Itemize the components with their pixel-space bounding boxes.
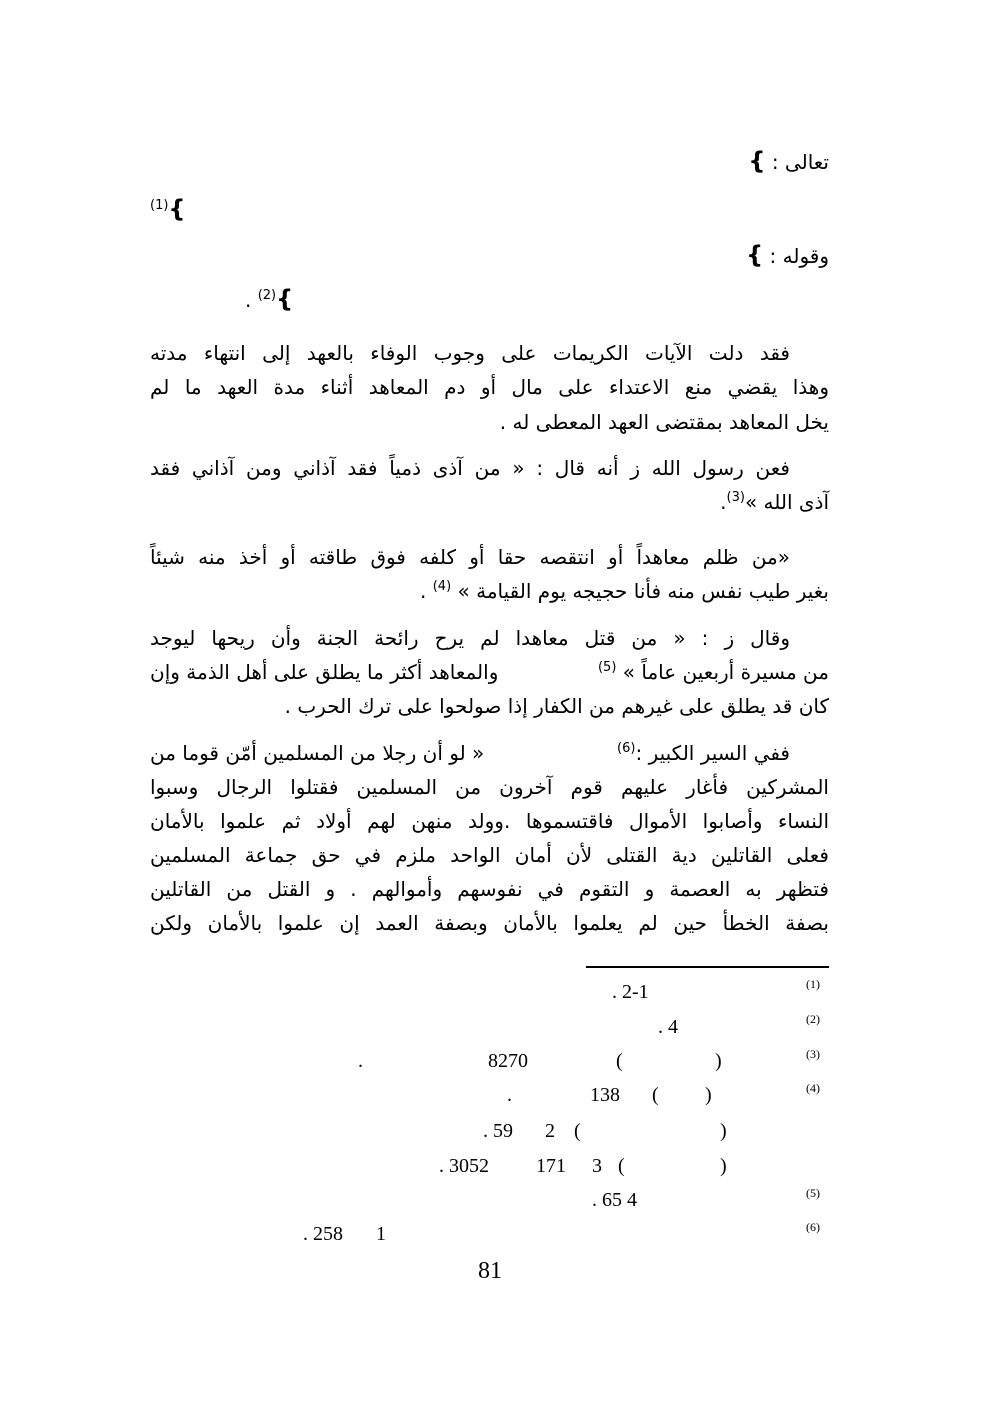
p4-line-1: وقال ز : « من قتل معاهدا لم يرح رائحة الجنة وأن ريحها ليوجد bbox=[150, 626, 790, 650]
footnote-4-number: 138 bbox=[590, 1084, 620, 1106]
p5-line-4: فعلى القاتلين دية القتلى لأن أمان الواحد ملزم في حق جماعة المسلمين bbox=[150, 843, 829, 867]
footnote-marker-3: (3) bbox=[806, 1047, 820, 1061]
footnote-4-paren-l: ( bbox=[652, 1084, 659, 1106]
footnote-4b-number-2: . 59 bbox=[483, 1120, 513, 1142]
p2-line-2-text: آذى الله » bbox=[744, 490, 829, 514]
p3-line-1: «من ظلم معاهداً أو انتقصه حقا أو كلفه فوق طاقته أو أخذ منه شيئاً bbox=[150, 545, 790, 569]
footnote-separator bbox=[586, 966, 829, 968]
verse-2-end-dot: . bbox=[245, 288, 252, 312]
p5-line-1-b: « لو أن رجلا من المسلمين أمّن قوما من bbox=[150, 741, 485, 765]
p4-line-3: كان قد يطلق على غيرهم من الكفار إذا صولحوا على ترك الحرب . bbox=[284, 694, 829, 718]
verse-1-brace-close: { bbox=[168, 195, 186, 223]
footnote-4-paren-r: ) bbox=[705, 1084, 712, 1106]
page-number: 81 bbox=[478, 1258, 502, 1284]
p5-line-2: المشركين فأغار عليهم قوم آخرون من المسلمين فقتلوا الرجال وسبوا bbox=[150, 775, 829, 799]
verse-2-label bbox=[600, 242, 829, 269]
p3-line-2-text: بغير طيب نفس منه فأنا حجيجه يوم القيامة » bbox=[457, 579, 829, 603]
p2-line-2: آذى الله »$^{(3)}$. bbox=[720, 490, 829, 514]
verse-2-end bbox=[245, 286, 293, 313]
p1-line-1: فقد دلت الآيات الكريمات على وجوب الوفاء بالعهد إلى انتهاء مدته bbox=[150, 341, 790, 365]
p1-line-2: وهذا يقضي منع الاعتداء على مال أو دم المعاهد أثناء مدة العهد ما لم bbox=[150, 375, 829, 399]
footnote-6-number-1: 1 bbox=[376, 1223, 386, 1245]
p5-line-6: بصفة الخطأ حين لم يعلموا بالأمان وبصفة العمد إن علموا بالأمان ولكن bbox=[150, 911, 829, 935]
p5-line-1 bbox=[150, 740, 790, 766]
footnote-ref-2: (2) bbox=[257, 288, 277, 303]
footnote-ref-6: (6) bbox=[617, 741, 636, 756]
footnote-6-number-2: . 258 bbox=[303, 1223, 343, 1245]
verse-2-label-text: وقوله : bbox=[769, 244, 829, 268]
verse-1-label-text: تعالى : bbox=[771, 150, 829, 174]
footnote-4c-number-3: . 3052 bbox=[439, 1155, 489, 1177]
footnote-ref-5: (5) bbox=[597, 660, 617, 675]
footnote-5-text: . 65 4 bbox=[592, 1189, 637, 1211]
footnote-marker-2: (2) bbox=[806, 1012, 820, 1026]
footnote-3-paren-r: ) bbox=[715, 1050, 722, 1072]
footnote-marker-5: (5) bbox=[806, 1186, 820, 1200]
p3-line-2: بغير طيب نفس منه فأنا حجيجه يوم القيامة » $^{(4)}$ . bbox=[419, 579, 829, 603]
footnote-4b-paren-r: ) bbox=[720, 1120, 727, 1142]
footnote-ref-3: (3) bbox=[726, 490, 745, 505]
footnote-4c-paren-r: ) bbox=[720, 1155, 727, 1177]
p5-line-5: فتظهر به العصمة و التقوم في نفوسهم وأموالهم . و القتل من القاتلين bbox=[150, 877, 829, 901]
footnote-ref-4: (4) bbox=[432, 579, 452, 594]
footnote-ref-1: (1) bbox=[150, 198, 169, 213]
verse-1-brace-open: } bbox=[748, 147, 766, 175]
footnote-marker-1: (1) bbox=[806, 977, 820, 991]
footnote-4-dot: . bbox=[507, 1084, 512, 1106]
footnote-4b-number-1: 2 bbox=[545, 1120, 555, 1142]
p4-line-2 bbox=[150, 659, 829, 685]
p2-line-1: فعن رسول الله ز أنه قال : « من آذى ذمياً فقد آذاني ومن آذاني فقد bbox=[150, 456, 790, 480]
footnote-2-text: . 4 bbox=[658, 1016, 678, 1038]
footnote-3-paren-l: ( bbox=[616, 1050, 623, 1072]
footnote-4c-number-2: 171 bbox=[536, 1155, 566, 1177]
verse-2-brace-open: } bbox=[746, 241, 764, 269]
footnote-1-text: . 2-1 bbox=[612, 981, 649, 1003]
p1-line-3: يخل المعاهد بمقتضى العهد المعطى له . bbox=[499, 410, 829, 434]
footnote-4b-paren-l: ( bbox=[574, 1120, 581, 1142]
footnote-3-number: 8270 bbox=[488, 1050, 528, 1072]
footnote-marker-6: (6) bbox=[806, 1220, 820, 1234]
verse-1-label bbox=[600, 148, 829, 175]
p4-line-2-b: والمعاهد أكثر ما يطلق على أهل الذمة وإن bbox=[150, 660, 499, 684]
verse-2-brace-close: { bbox=[276, 285, 294, 313]
footnote-4c-number-1: 3 bbox=[592, 1155, 602, 1177]
footnote-marker-4: (4) bbox=[806, 1081, 820, 1095]
p5-line-3: النساء وأصابوا الأموال فاقتسموها .وولد منهن لهم أولاد ثم علموا بالأمان bbox=[150, 809, 829, 833]
p5-line-1-a: ففي السير الكبير : bbox=[635, 741, 790, 765]
footnote-3-dot: . bbox=[358, 1050, 363, 1072]
verse-1-end bbox=[150, 196, 186, 223]
footnote-4c-paren-l: ( bbox=[618, 1155, 625, 1177]
p4-line-2-a: من مسيرة أربعين عاماً » bbox=[622, 660, 829, 684]
